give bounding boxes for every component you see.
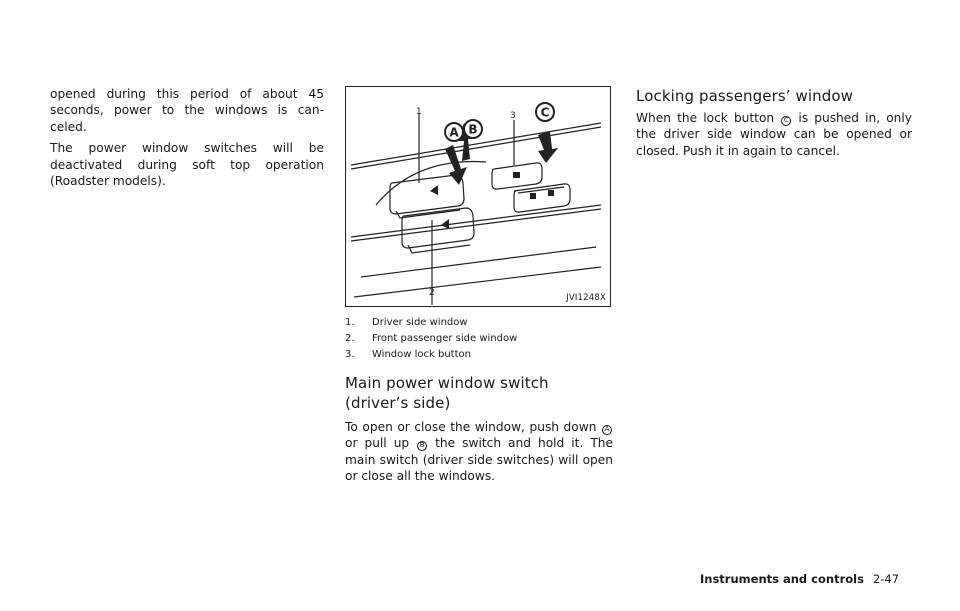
footer-section: Instruments and controls <box>700 572 864 586</box>
callout-b <box>464 120 482 138</box>
left-column <box>50 86 324 189</box>
paragraph-continued: opened during this period of about 45 seconds, power to the windows is can- celed. <box>50 87 324 134</box>
figure-legend <box>345 315 613 363</box>
legend-item: 1. Driver side window <box>345 317 468 328</box>
main-switch-paragraph: To open or close the window, push down A or pull up B the switch and hold it. The main switch (driver side switches) will open or close all the windows. <box>345 420 613 484</box>
locking-heading: Locking passengers’ window <box>636 87 854 105</box>
page-footer <box>700 572 899 586</box>
right-column <box>636 86 912 159</box>
middle-column <box>345 86 613 485</box>
legend-item: 3. Window lock button <box>345 349 471 360</box>
callout-3: 3 <box>510 111 516 121</box>
legend-item: 2. Front passenger side window <box>345 333 518 344</box>
window-switch-figure <box>345 86 611 307</box>
callout-a <box>445 123 463 141</box>
paragraph-soft-top: The power window switches will be deactivated during soft top operation (Roadster models). <box>50 141 324 189</box>
main-switch-heading: Main power window switch (driver’s side) <box>345 374 549 412</box>
svg-text:C: C <box>540 105 550 120</box>
page-number: 2-47 <box>872 572 900 586</box>
callout-1: 1 <box>416 107 422 117</box>
locking-paragraph: When the lock button C is pushed in, only the driver side window can be opened or closed. Push it in again to cancel. <box>636 111 912 158</box>
svg-text:A: A <box>449 125 459 140</box>
ref-b-icon: B <box>417 441 427 451</box>
figure-id: JVI1248X <box>566 293 606 303</box>
svg-text:B: B <box>468 122 478 137</box>
window-switch-illustration <box>346 87 610 306</box>
ref-c-icon: C <box>781 116 791 126</box>
callout-c <box>536 103 554 121</box>
callout-2: 2 <box>429 288 435 298</box>
ref-a-icon: A <box>602 425 612 435</box>
